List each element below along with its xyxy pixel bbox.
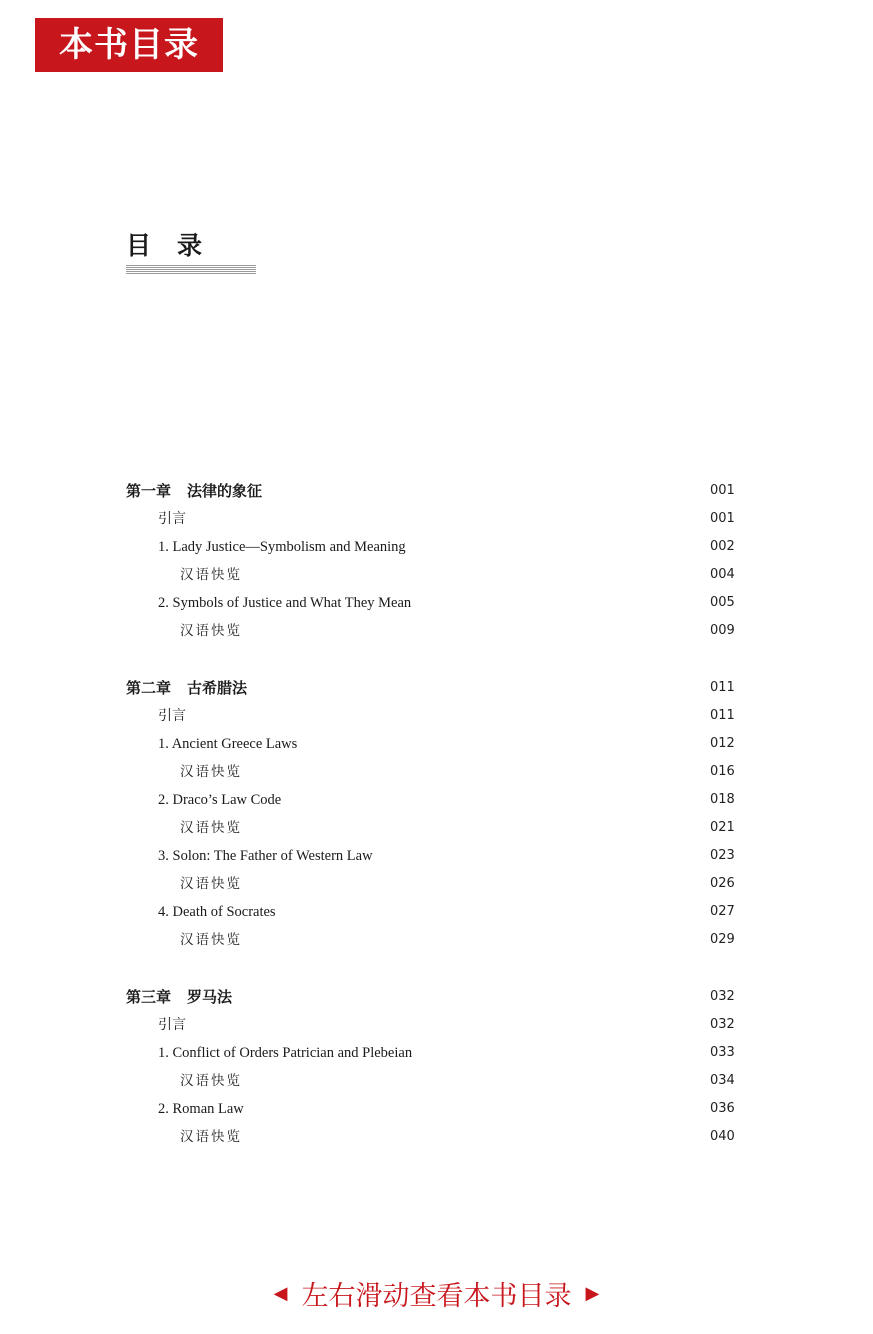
toc-entry[interactable] <box>0 842 873 870</box>
entry-title: 汉语快览 <box>180 623 242 639</box>
toc-entry[interactable] <box>0 617 873 645</box>
entry-title: 3. Solon: The Father of Western Law <box>158 848 373 864</box>
entry-title: 引言 <box>158 1017 186 1033</box>
entry-title: 汉语快览 <box>180 1129 242 1145</box>
page-number: 001 <box>710 511 735 526</box>
toc-entry[interactable] <box>0 1095 873 1123</box>
page-number: 021 <box>710 820 735 835</box>
toc-entry[interactable] <box>0 589 873 617</box>
chapter-label: 第三章 <box>126 988 172 1006</box>
toc-entry[interactable] <box>0 898 873 926</box>
page-number: 002 <box>710 539 735 554</box>
entry-title: 1. Ancient Greece Laws <box>158 736 298 752</box>
page-number: 036 <box>710 1101 735 1116</box>
page-number: 032 <box>710 1017 735 1032</box>
page-number: 004 <box>710 567 735 582</box>
entry-title: 2. Roman Law <box>158 1101 244 1117</box>
toc-entry[interactable] <box>0 533 873 561</box>
page-number: 001 <box>710 483 735 498</box>
page-number: 016 <box>710 764 735 779</box>
page-number: 011 <box>710 708 735 723</box>
toc-entry[interactable] <box>0 1011 873 1039</box>
chapter-title: 古希腊法 <box>187 679 248 697</box>
heading-underline <box>126 265 256 274</box>
chapter-row[interactable] <box>0 477 873 505</box>
entry-title: 1. Conflict of Orders Patrician and Plebeian <box>158 1045 413 1061</box>
triangle-right-icon[interactable]: ▶ <box>585 1282 600 1304</box>
entry-title: 汉语快览 <box>180 820 242 836</box>
toc-entry[interactable] <box>0 505 873 533</box>
toc-entry[interactable] <box>0 1067 873 1095</box>
swipe-hint[interactable] <box>0 1270 873 1316</box>
page-number: 034 <box>710 1073 735 1088</box>
toc-entry[interactable] <box>0 561 873 589</box>
swipe-hint-text: 左右滑动查看本书目录 <box>301 1280 572 1312</box>
page-number: 032 <box>710 989 735 1004</box>
toc-entry[interactable] <box>0 1039 873 1067</box>
chapter-label: 第一章 <box>126 482 172 500</box>
toc-entry[interactable] <box>0 702 873 730</box>
page-number: 033 <box>710 1045 735 1060</box>
entry-title: 汉语快览 <box>180 764 242 780</box>
toc-entry[interactable] <box>0 870 873 898</box>
page-number: 027 <box>710 904 735 919</box>
toc-entry[interactable] <box>0 926 873 954</box>
page-number: 029 <box>710 932 735 947</box>
page-number: 026 <box>710 876 735 891</box>
page-number: 018 <box>710 792 735 807</box>
page-number: 012 <box>710 736 735 751</box>
chapter-title: 法律的象征 <box>187 482 263 500</box>
page-number: 023 <box>710 848 735 863</box>
chapter-label: 第二章 <box>126 679 172 697</box>
entry-title: 4. Death of Socrates <box>158 904 276 920</box>
page-number: 005 <box>710 595 735 610</box>
entry-title: 引言 <box>158 708 186 724</box>
toc-entry[interactable] <box>0 758 873 786</box>
triangle-left-icon[interactable]: ◀ <box>273 1282 288 1304</box>
page-number: 040 <box>710 1129 735 1144</box>
toc-entry[interactable] <box>0 730 873 758</box>
chapter-row[interactable] <box>0 983 873 1011</box>
toc-heading: 目录 <box>126 231 229 260</box>
page-number: 009 <box>710 623 735 638</box>
entry-title: 2. Symbols of Justice and What They Mean <box>158 595 412 611</box>
chapter-row[interactable] <box>0 674 873 702</box>
entry-title: 引言 <box>158 511 186 527</box>
entry-title: 汉语快览 <box>180 1073 242 1089</box>
toc-entry[interactable] <box>0 786 873 814</box>
entry-title: 汉语快览 <box>180 876 242 892</box>
entry-title: 1. Lady Justice—Symbolism and Meaning <box>158 539 406 555</box>
toc-entry[interactable] <box>0 814 873 842</box>
page-number: 011 <box>710 680 735 695</box>
toc-entry[interactable] <box>0 1123 873 1151</box>
chapter-title: 罗马法 <box>187 988 233 1006</box>
entry-title: 汉语快览 <box>180 567 242 583</box>
section-badge: 本书目录 <box>35 18 223 72</box>
entry-title: 2. Draco’s Law Code <box>158 792 282 808</box>
entry-title: 汉语快览 <box>180 932 242 948</box>
